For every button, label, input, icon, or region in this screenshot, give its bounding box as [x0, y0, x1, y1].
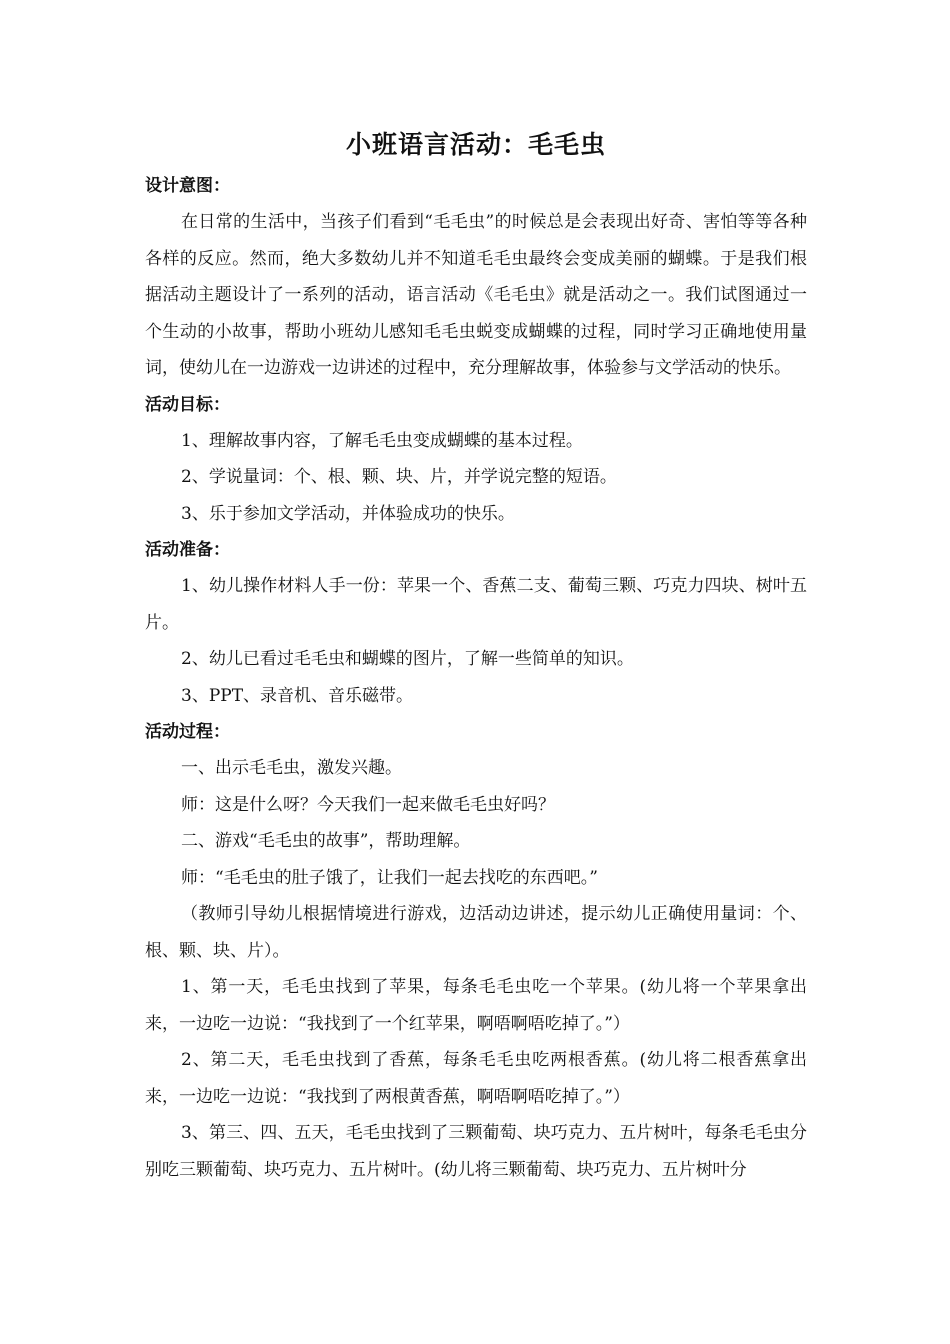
process-step: 3、第三、四、五天，毛毛虫找到了三颗葡萄、块巧克力、五片树叶，每条毛毛虫分别吃三颗葡萄、块巧克力、五片树叶。(幼儿将三颗葡萄、块巧克力、五片树叶分 [145, 1123, 807, 1180]
preparation-item: 2、幼儿已看过毛毛虫和蝴蝶的图片，了解一些简单的知识。 [181, 649, 634, 669]
section-goals [145, 387, 807, 533]
preparation-item: 1、幼儿操作材料人手一份：苹果一个、香蕉二支、葡萄三颗、巧克力四块、树叶五片。 [145, 576, 807, 633]
section-heading: 活动准备： [145, 540, 230, 560]
document-title: 小班语言活动：毛毛虫 [345, 130, 606, 159]
process-step: （教师引导幼儿根据情境进行游戏，边活动边讲述，提示幼儿正确使用量词：个、根、颗、块、片）。 [145, 904, 807, 961]
process-step: 一、出示毛毛虫，激发兴趣。 [181, 758, 402, 778]
process-step: 二、游戏“毛毛虫的故事”，帮助理解。 [181, 831, 471, 851]
process-step: 1、第一天，毛毛虫找到了苹果，每条毛毛虫吃一个苹果。(幼儿将一个苹果拿出来，一边吃一边说：“我找到了一个红苹果，啊唔啊唔吃掉了。”） [145, 977, 807, 1034]
process-step: 师：“毛毛虫的肚子饿了，让我们一起去找吃的东西吧。” [181, 867, 598, 888]
goal-item: 1、理解故事内容，了解毛毛虫变成蝴蝶的基本过程。 [181, 430, 583, 451]
section-process [145, 714, 807, 1188]
section-heading: 设计意图： [145, 176, 230, 196]
paragraph: 在日常的生活中，当孩子们看到“毛毛虫”的时候总是会表现出好奇、害怕等等各种各样的反应。然而，绝大多数幼儿并不知道毛毛虫最终会变成美丽的蝴蝶。于是我们根据活动主题设计了一系列的活动，语言活动《毛毛虫》就是活动之一。我们试图通过一个生动的小故事，帮助小班幼儿感知毛毛虫蜕变成蝴蝶的过程，同时学习正确地使用量词，使幼儿在一边游戏一边讲述的过程中，充分理解故事，体验参与文学活动的快乐。 [145, 212, 807, 378]
section-preparation [145, 532, 807, 714]
section-heading: 活动过程： [145, 722, 230, 742]
goal-item: 3、乐于参加文学活动，并体验成功的快乐。 [181, 503, 515, 524]
process-step: 2、第二天，毛毛虫找到了香蕉，每条毛毛虫吃两根香蕉。(幼儿将二根香蕉拿出来，一边吃一边说：“我找到了两根黄香蕉，啊唔啊唔吃掉了。”） [145, 1050, 807, 1107]
document-page [145, 128, 807, 1188]
goal-item: 2、学说量词：个、根、颗、块、片，并学说完整的短语。 [181, 467, 617, 487]
process-step: 师：这是什么呀？今天我们一起来做毛毛虫好吗？ [181, 794, 555, 815]
section-heading: 活动目标： [145, 394, 230, 415]
preparation-item: 3、PPT、录音机、音乐磁带。 [181, 685, 414, 706]
section-design-intent [145, 168, 807, 387]
